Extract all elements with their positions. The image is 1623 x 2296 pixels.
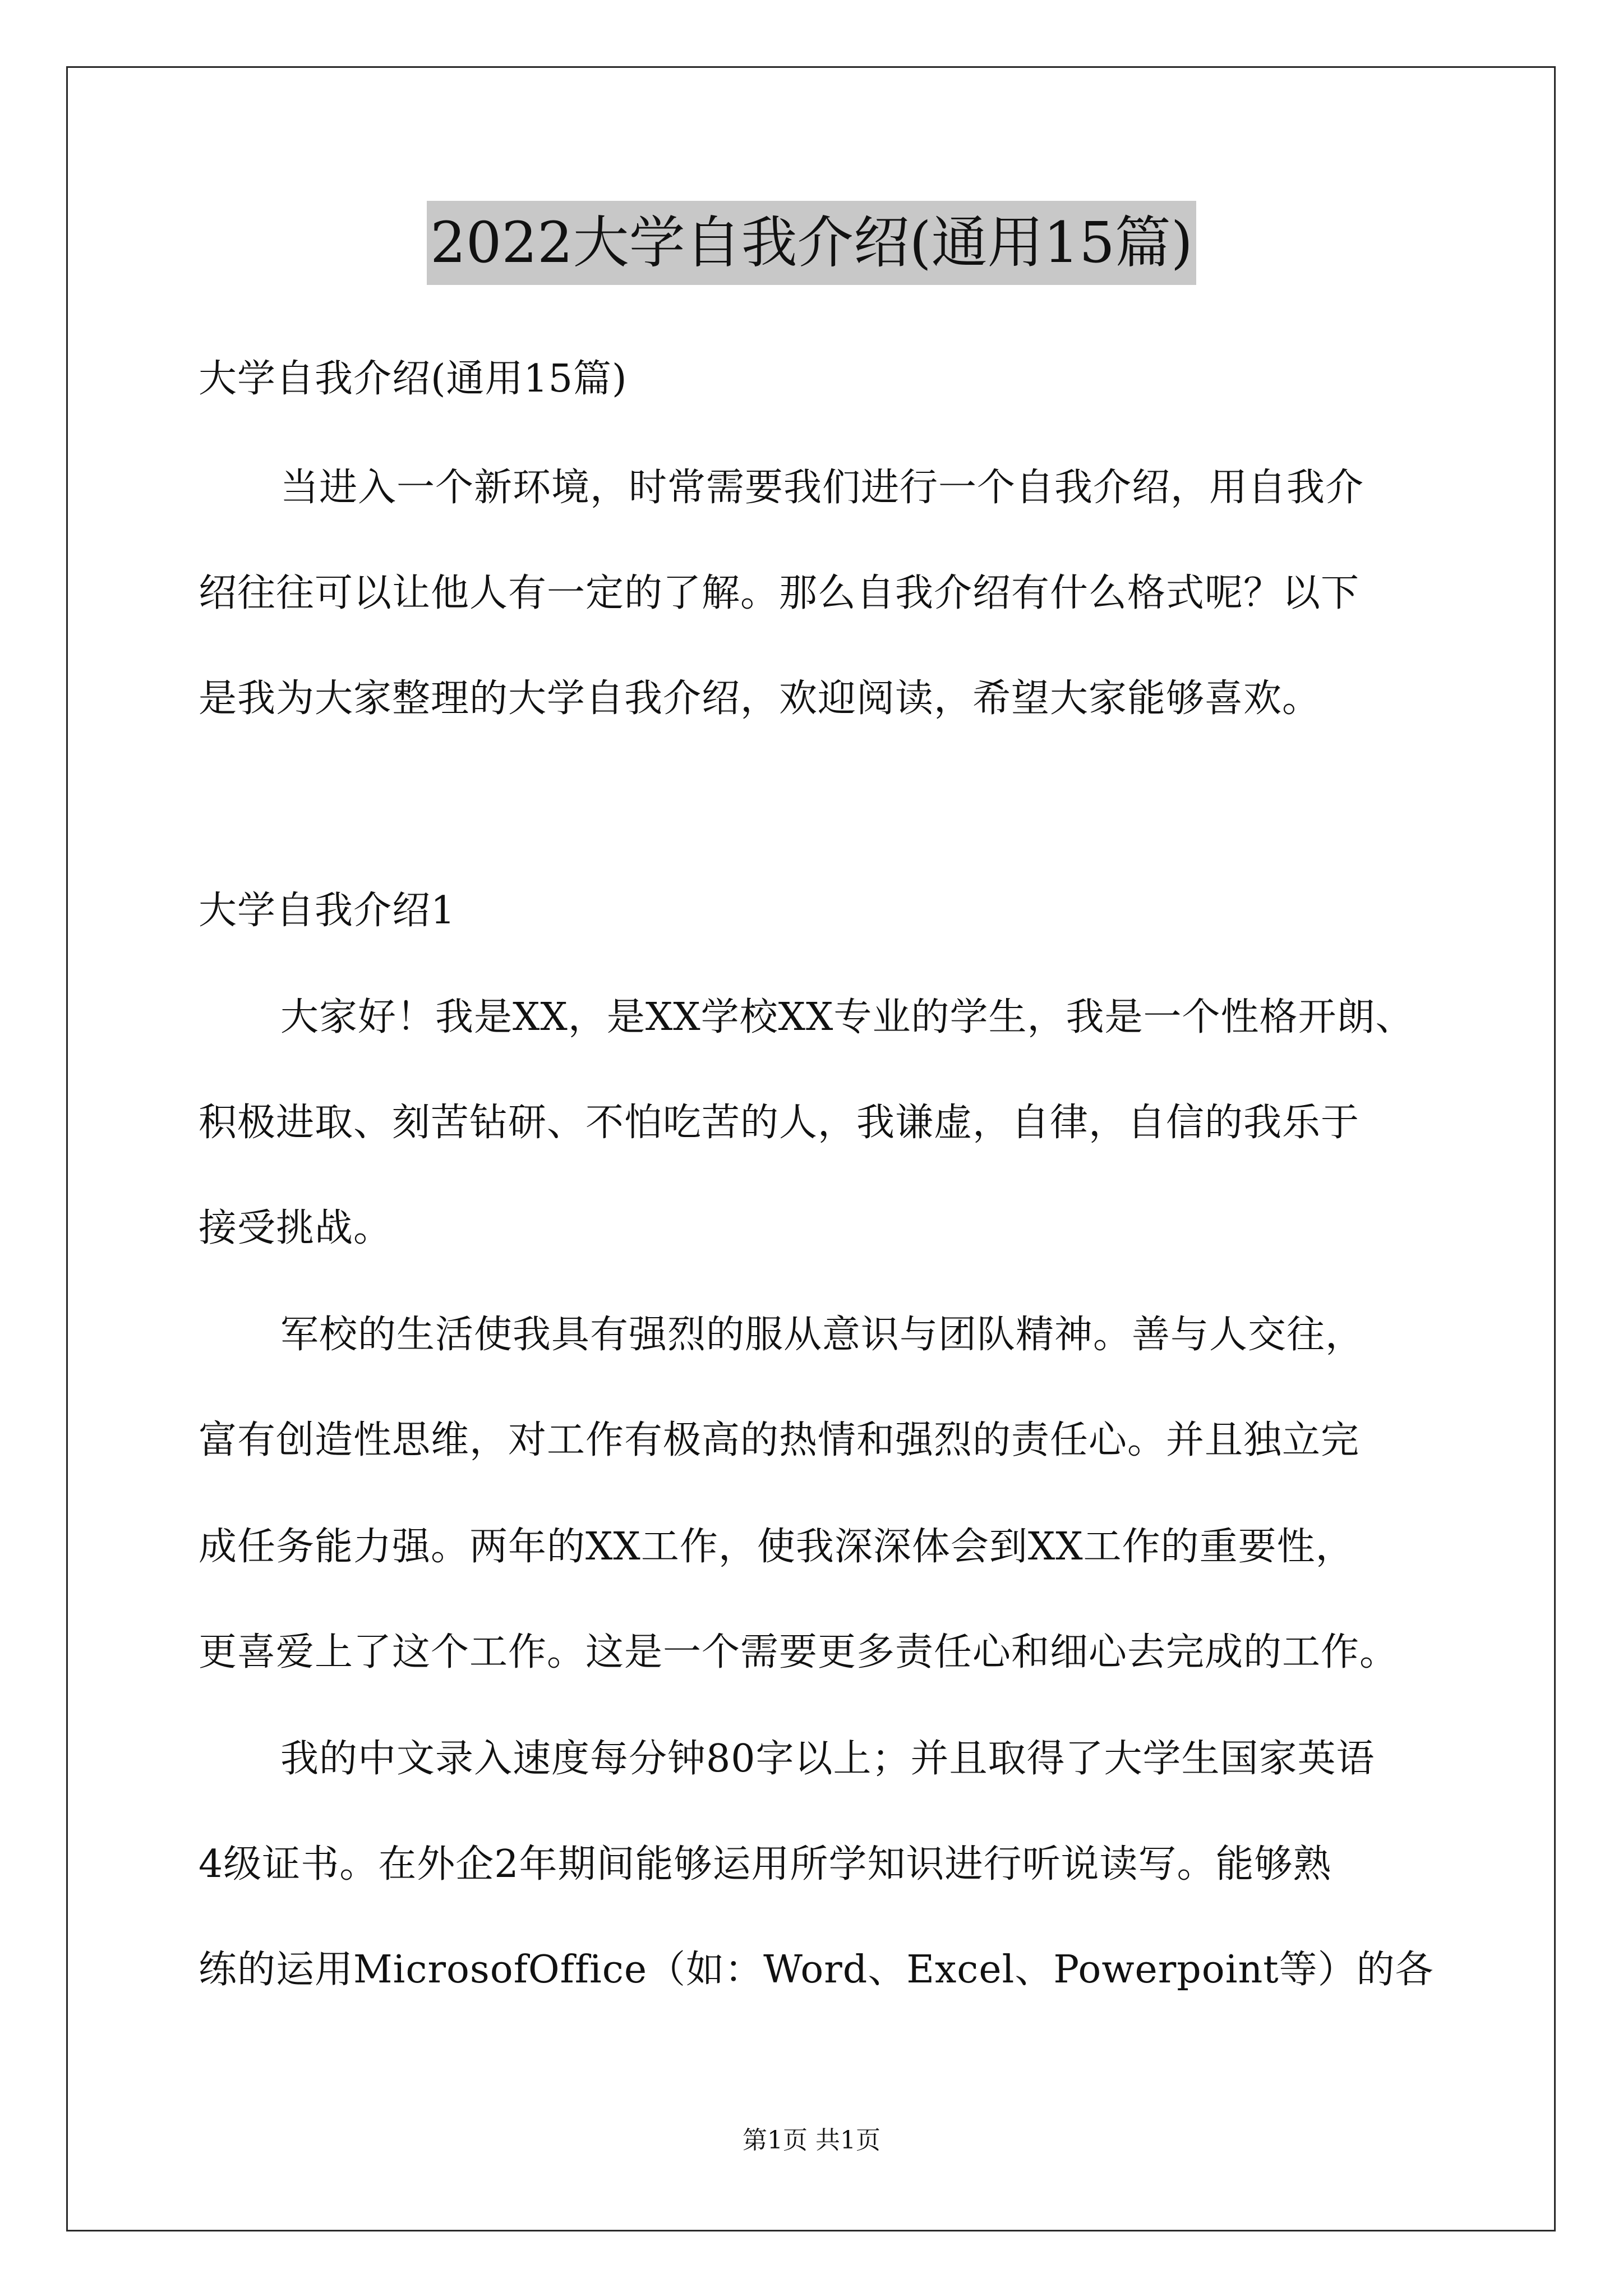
para2-line-3: 成任务能力强。两年的XX工作，使我深深体会到XX工作的重要性， bbox=[199, 1525, 1354, 1569]
para3-line-2: 4级证书。在外企2年期间能够运用所学知识进行听说读写。能够熟 bbox=[199, 1842, 1332, 1887]
para1-line-3: 接受挑战。 bbox=[199, 1206, 393, 1250]
intro-line-2: 绍往往可以让他人有一定的了解。那么自我介绍有什么格式呢？以下 bbox=[199, 571, 1360, 615]
para1-line-1: 大家好！我是XX，是XX学校XX专业的学生，我是一个性格开朗、 bbox=[280, 995, 1414, 1039]
para2-line-2: 富有创造性思维，对工作有极高的热情和强烈的责任心。并且独立完 bbox=[199, 1418, 1360, 1462]
document-subtitle: 大学自我介绍(通用15篇) bbox=[199, 357, 628, 401]
para1-line-2: 积极进取、刻苦钻研、不怕吃苦的人，我谦虚，自律，自信的我乐于 bbox=[199, 1101, 1360, 1145]
para2-line-1: 军校的生活使我具有强烈的服从意识与团队精神。善与人交往， bbox=[280, 1313, 1364, 1357]
section-heading: 大学自我介绍1 bbox=[199, 889, 456, 933]
page-footer: 第1页 共1页 bbox=[743, 2126, 880, 2155]
intro-line-1: 当进入一个新环境，时常需要我们进行一个自我介绍，用自我介 bbox=[280, 466, 1364, 510]
para2-line-4: 更喜爱上了这个工作。这是一个需要更多责任心和细心去完成的工作。 bbox=[199, 1630, 1399, 1674]
para3-line-1: 我的中文录入速度每分钟80字以上；并且取得了大学生国家英语 bbox=[280, 1737, 1375, 1781]
para3-line-3: 练的运用MicrosofOffice（如：Word、Excel、Powerpoint等）的各 bbox=[199, 1948, 1434, 1992]
intro-line-3: 是我为大家整理的大学自我介绍，欢迎阅读，希望大家能够喜欢。 bbox=[199, 677, 1321, 721]
document-title: 2022大学自我介绍(通用15篇) bbox=[427, 201, 1196, 285]
title-container bbox=[0, 201, 1623, 285]
